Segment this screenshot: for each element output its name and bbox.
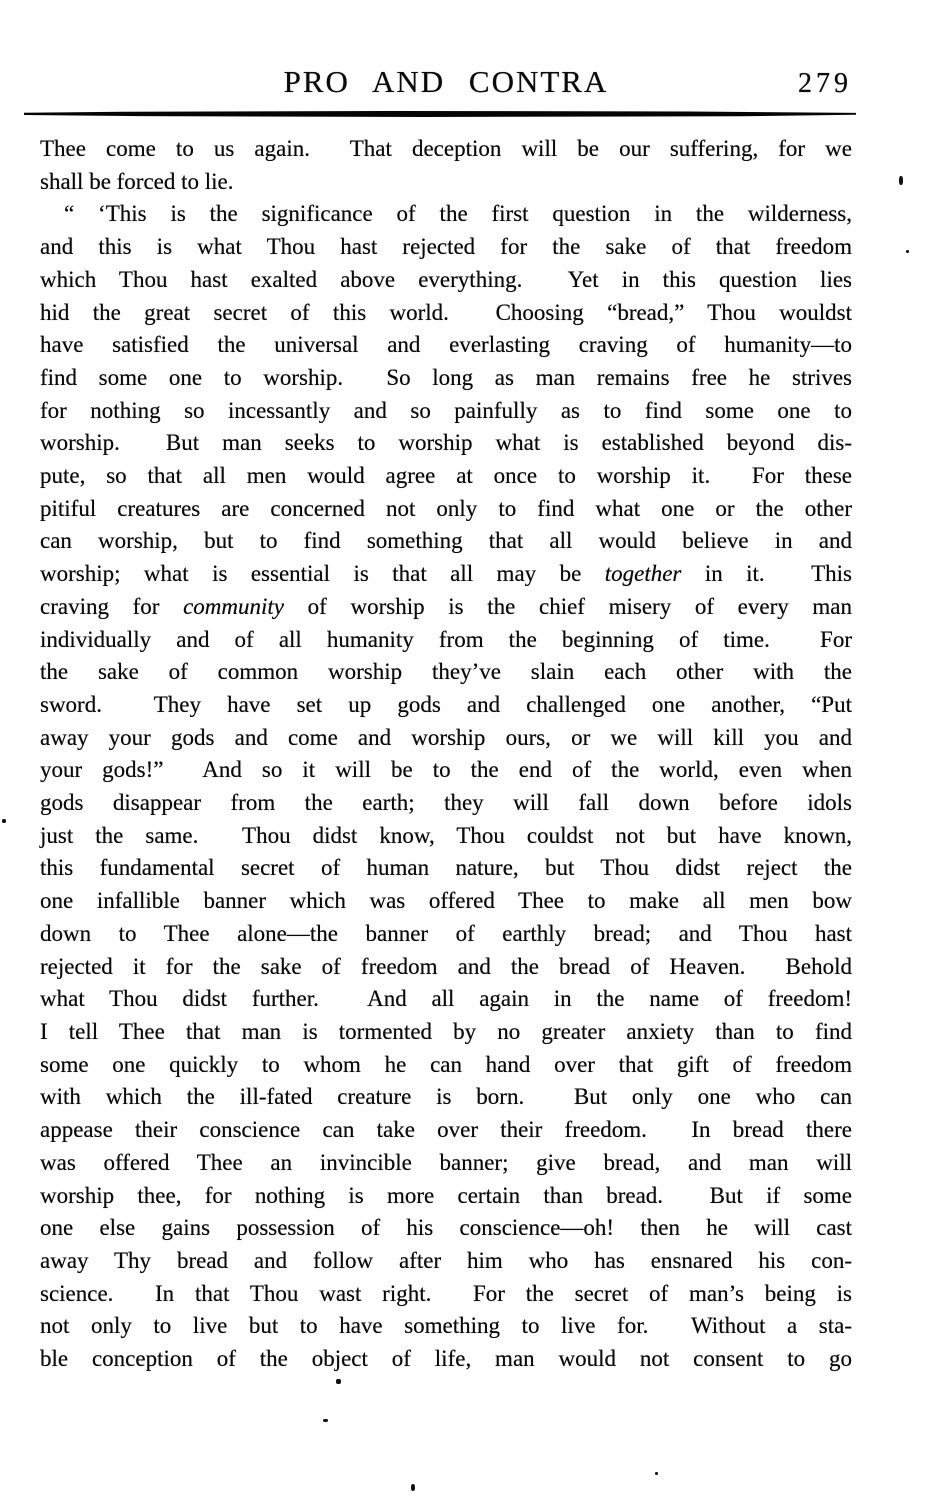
page-number: 279 [798,68,852,99]
scan-speck [2,819,6,823]
text-line [40,689,852,722]
text-segment: one else gains possession of his conscience—oh! then he will cast [40,1215,852,1241]
text-segment: appease their conscience can take over their freedom. In bread there [40,1117,852,1143]
scan-speck [655,1472,658,1475]
text-line [40,297,852,330]
text-line [40,558,852,591]
text-line [40,722,852,755]
italic-text-segment: together [604,561,682,587]
text-segment: worship. But man seeks to worship what is established beyond dis- [40,430,852,456]
text-segment: pitiful creatures are concerned not only to find what one or the other [40,495,852,521]
text-line [40,1049,852,1082]
scan-speck [411,1484,415,1491]
text-line [40,329,852,362]
text-line [40,1278,852,1311]
text-line [40,493,852,526]
text-segment: “ ‘This is the significance of the first question in the wilderness, [64,201,852,227]
text-segment: worship thee, for nothing is more certain than bread. But if some [40,1182,852,1208]
text-line [40,166,852,199]
text-segment: gods disappear from the earth; they will fall down before idols [40,790,852,816]
text-segment: science. In that Thou wast right. For the secret of man’s being is [40,1280,852,1306]
text-line [40,1310,852,1343]
text-segment: find some one to worship. So long as man remains free he strives [40,364,852,390]
text-line [40,1245,852,1278]
text-segment: shall be forced to lie. [40,168,234,194]
text-line [40,231,852,264]
running-header-title: PRO AND CONTRA [283,64,609,99]
text-line [40,264,852,297]
text-segment: what Thou didst further. And all again in the name of freedom! [40,986,852,1012]
text-line [40,395,852,428]
text-segment: I tell Thee that man is tormented by no greater anxiety than to find [40,1018,852,1044]
text-segment: away your gods and come and worship ours, or we will kill you and [40,724,852,750]
text-segment: Thee come to us again. That deception will be our suffering, for we [40,136,852,161]
text-segment: just the same. Thou didst know, Thou couldst not but have known, [40,822,852,848]
text-line [40,624,852,657]
text-segment: of worship is the chief misery of every man [284,593,852,619]
text-segment: worship; what is essential is that all may be [40,561,605,587]
text-line [40,1212,852,1245]
scan-speck [336,1379,341,1384]
text-line [40,362,852,395]
text-line [40,198,852,231]
text-line [40,460,852,493]
text-segment: craving for [40,593,184,619]
scan-speck [899,176,903,185]
page-header [40,64,852,102]
header-rule [24,111,856,117]
text-segment: can worship, but to find something that all would believe in and [40,528,852,554]
text-line [40,1081,852,1114]
text-segment: was offered Thee an invincible banner; give bread, and man will [40,1149,852,1175]
text-segment: in it. This [681,561,852,587]
text-line [40,1016,852,1049]
text-segment: hid the great secret of this world. Choosing “bread,” Thou wouldst [40,299,852,325]
scan-speck [906,250,909,253]
text-segment: for nothing so incessantly and so painfully as to find some one to [40,397,852,423]
text-line [40,427,852,460]
text-segment: rejected it for the sake of freedom and the bread of Heaven. Behold [40,953,852,979]
text-line [40,787,852,820]
text-segment: away Thy bread and follow after him who has ensnared his con- [40,1247,852,1273]
text-line [40,951,852,984]
text-segment: sword. They have set up gods and challenged one another, “Put [40,691,852,717]
scan-speck [323,1419,328,1422]
text-segment: with which the ill-fated creature is born. But only one who can [40,1084,852,1110]
text-segment: not only to live but to have something to live for. Without a sta- [40,1313,852,1339]
text-segment: pute, so that all men would agree at once to worship it. For these [40,463,852,489]
page-body-text [40,133,852,1376]
text-segment: ble conception of the object of life, man would not consent to go [40,1346,852,1372]
text-segment: your gods!” And so it will be to the end of the world, even when [40,757,852,783]
text-line [40,1180,852,1213]
text-line [40,1343,852,1376]
text-line [40,656,852,689]
text-line [40,885,852,918]
text-line [40,1147,852,1180]
text-line [40,133,852,166]
text-segment: one infallible banner which was offered Thee to make all men bow [40,888,852,914]
italic-text-segment: community [183,593,285,619]
text-line [40,754,852,787]
text-segment: this fundamental secret of human nature, but Thou didst reject the [40,855,852,881]
text-segment: the sake of common worship they’ve slain each other with the [40,659,852,685]
text-segment: which Thou hast exalted above everything. Yet in this question lies [40,266,852,292]
text-line [40,525,852,558]
text-segment: and this is what Thou hast rejected for the sake of that freedom [40,234,852,260]
text-line [40,983,852,1016]
text-line [40,852,852,885]
text-line [40,820,852,853]
text-line [40,1114,852,1147]
text-segment: some one quickly to whom he can hand over that gift of freedom [40,1051,852,1077]
text-segment: down to Thee alone—the banner of earthly bread; and Thou hast [40,920,852,946]
text-segment: individually and of all humanity from the beginning of time. For [40,626,852,652]
text-line [40,591,852,624]
text-line [40,918,852,951]
text-segment: have satisfied the universal and everlasting craving of humanity—to [40,332,852,358]
